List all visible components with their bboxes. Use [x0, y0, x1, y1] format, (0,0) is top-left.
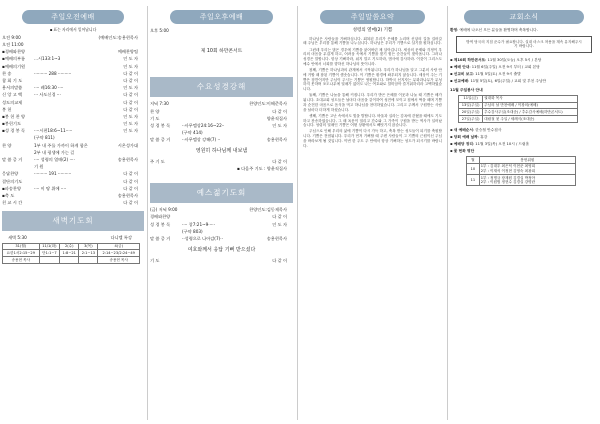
morning-order-row — [2, 157, 144, 164]
friday-order-row — [150, 207, 293, 214]
order-item-label: 찬 양 — [150, 108, 160, 114]
order-item-label — [150, 229, 182, 236]
order-item-leader: 다 같 이 — [123, 185, 138, 191]
morning-order-row — [2, 64, 144, 71]
order-item-leader: 다 같 이 — [123, 178, 138, 184]
column-divider — [147, 6, 148, 420]
wednesday-order-row — [150, 109, 293, 116]
order-item-detail: (구약 811) — [34, 135, 55, 141]
order-item-detail — [34, 49, 86, 56]
morning-order-row — [2, 164, 144, 171]
order-item-label: 참 회 기 도 — [2, 77, 23, 83]
order-item-detail — [182, 101, 235, 108]
order-item-label: 오전 9:00 — [2, 34, 21, 40]
serve-row — [459, 109, 578, 116]
news-label: ▪ 예배 안내 — [450, 65, 470, 69]
misc-news-item — [450, 128, 598, 133]
order-item-detail: ··· 사도신경 ··· — [34, 92, 61, 98]
sermon-paragraph: 첫째, 기쁨은 하나님과의 관계에서 시작됩니다. 우리가 하나님을 알고 그분의 사랑 안에 거할 때 참된 기쁨이 샘솟습니다. 이 기쁨은 환경에 좌우되지 않습니다. 세상이 주는 기쁨은 잠깐이지만 주님이 주시는 기쁨은 영원합니다. 하박국 선지자는 무화과나무가 무성하지 못하며 포도나무에 열매가 없어도 나는 여호와로 말미암아 즐거워하리라 고백하였습니다. — [303, 68, 442, 92]
order-item-detail: ··사무엘상24:16~22·· — [182, 122, 225, 128]
order-item-detail — [182, 166, 235, 173]
flower-header-cell: 봉헌위원 — [479, 156, 575, 163]
order-item-detail — [34, 107, 86, 114]
order-item-detail — [34, 100, 86, 107]
order-item-leader: 인 도 자 — [123, 63, 138, 69]
order-item-detail: ··성령으로 나아감(7)·· — [182, 235, 223, 241]
dawn-table-passage-cell: 1:8~21 — [60, 250, 79, 257]
order-item-leader: 인 도 자 — [123, 56, 138, 62]
morning-order-row — [2, 143, 144, 150]
order-item-leader: 인 도 자 — [123, 85, 138, 91]
order-item-detail: ··사무엘상 강해(7) ·· — [182, 137, 221, 143]
order-item-leader: 송용현목사 — [266, 235, 287, 241]
misc-news-item — [450, 135, 598, 140]
order-item-detail — [34, 200, 86, 207]
order-item-leader: 인 도 자 — [123, 128, 138, 134]
dawn-table-leader-cell — [79, 257, 98, 264]
order-item-detail — [34, 64, 86, 71]
flower-month: 11 — [467, 175, 480, 186]
welcome-label: 환영 — [450, 28, 458, 32]
column-divider — [297, 6, 298, 420]
order-item-detail — [34, 179, 86, 186]
order-item-leader: 다 같 이 — [123, 70, 138, 76]
order-item-detail — [182, 109, 235, 116]
stand-note: ▪ 표는 자리에서 일어납니다 — [49, 27, 97, 32]
order-item-leader: 송용현목사 — [266, 137, 287, 143]
morning-order-row — [2, 150, 144, 157]
flower-row — [467, 163, 576, 174]
order-item-label: ▪예배의기원 — [2, 63, 26, 69]
morning-order-row — [2, 35, 144, 42]
order-item-detail — [34, 193, 86, 200]
morning-order-row — [2, 92, 144, 99]
order-item-label — [2, 150, 34, 157]
dawn-table-leader-cell: 송용현 목사 — [3, 257, 40, 264]
friday-order-row — [150, 222, 293, 229]
serve-row — [459, 95, 578, 102]
dawn-prayer-header: 새벽기도회 — [2, 211, 144, 231]
serve-title: 11월 주일봉사 안내 — [450, 87, 483, 92]
wednesday-order-row — [150, 130, 293, 137]
order-item-leader: 송용현목사 — [117, 192, 138, 198]
serve-detail: 대림절 첫 주일 / 세례식(조대준) — [483, 116, 578, 123]
morning-order-row — [2, 49, 144, 56]
order-item-detail — [182, 159, 235, 166]
morning-order-row — [2, 85, 144, 92]
order-item-label: 신 앙 고 백 — [2, 92, 23, 98]
morning-order-row — [2, 56, 144, 63]
dawn-schedule-table — [2, 243, 140, 264]
friday-sermon-title: 여호와께서 응답 기뻐 받으셨다 — [187, 247, 256, 254]
column-divider — [447, 6, 448, 420]
sermon-paragraph: 셋째, 기쁨은 고난 속에서도 빛을 발합니다. 바울과 실라는 감옥에 갇혔을 때에도 기도하고 찬송하였습니다. 그 때 옥문이 열리고 간수와 그 가족이 구원을 받는 역사가 일어났습니다. 성령의 열매인 기쁨은 어떤 상황에서도 빼앗기지 않습니다. — [303, 113, 442, 128]
order-item-detail — [182, 116, 235, 123]
wednesday-order-row — [150, 166, 293, 173]
wednesday-order-row — [150, 137, 293, 144]
order-item-detail: ·········· 288 ·········· — [34, 70, 72, 76]
dawn-table-passage-cell: 2:1~13 — [79, 250, 98, 257]
morning-order-row — [2, 200, 144, 207]
order-item-leader — [86, 150, 144, 157]
order-item-label: 저녁 7:30 — [150, 101, 169, 107]
dawn-table-header-cell: 31(월) — [3, 243, 40, 250]
order-item-detail: 2부 내 평생에 가는 길 — [34, 149, 75, 155]
church-news-header: 교회소식 — [464, 10, 584, 24]
wednesday-order-row — [150, 159, 293, 166]
order-item-label: ▪파송찬양 — [2, 185, 22, 191]
flower-members: 1부 : 정명규 장재원 김경실 박정아 2부 : 이원범 정현수 김경실 강명란 — [479, 175, 575, 186]
afternoon-service-header: 주일오후예배 — [170, 10, 273, 24]
dawn-note: 다니엘 특강 — [110, 235, 132, 241]
sermon-title: 성령의 열매(2) 기쁨 — [352, 28, 393, 33]
serve-date: 27일(주일) — [459, 116, 483, 123]
morning-order-list — [2, 35, 144, 208]
order-item-leader: 인 도 자 — [272, 122, 287, 128]
order-item-label: 말 씀 증 거 — [150, 137, 171, 143]
order-item-leader: 인 도 자 — [272, 221, 287, 227]
serve-detail: 추수감사주일(조대준) / 추수감사예배(하만콘서트) — [483, 109, 578, 116]
serve-date: 20일(주일) — [459, 109, 483, 116]
sermon-paragraph: 하나님은 사람들을 기뻐하십니다. 회복된 우리가 은혜를 누리며 신앙의 길을 걸어갈 때 주님은 우리를 통해 기쁨을 나누십니다. 하나님은 우리가 기쁨으로 살기를 원하십니다. — [303, 36, 442, 46]
order-item-label: ▪봉 헌 찬 양 — [2, 113, 26, 119]
wednesday-sermon-title: 영원히 하나님께 내보냄 — [195, 148, 248, 155]
order-item-leader — [86, 135, 144, 142]
order-item-leader: 다 같 이 — [272, 108, 287, 114]
afternoon-service-column — [150, 0, 293, 265]
order-item-detail: ····시편18:6~11····· — [34, 128, 73, 134]
order-item-label: ▪성 경 봉 독 — [2, 128, 26, 134]
morning-order-row — [2, 128, 144, 135]
morning-order-row — [2, 186, 144, 193]
order-item-label: 기 도 — [150, 115, 160, 121]
morning-order-row — [2, 42, 144, 49]
order-item-label: 찬 송 — [2, 70, 12, 76]
serve-row — [459, 116, 578, 123]
flower-title: ▪ 꽃 헌화 명단 — [450, 148, 475, 153]
order-item-detail: 1부 내 주를 가까이 하게 함은 — [34, 142, 88, 148]
order-item-leader: 다 같 이 — [123, 77, 138, 83]
order-item-label — [2, 135, 34, 142]
welcome-text: : 예배에 나오신 모든 분들을 환영하며 축복합니다. — [457, 28, 538, 32]
order-item-leader: 시온성가대 — [117, 142, 138, 148]
order-item-leader: 양윤직집사 — [266, 115, 287, 121]
dawn-table-leader-cell — [60, 257, 79, 264]
news-label: ▪ 새 예배순서 — [450, 127, 473, 132]
morning-order-row — [2, 71, 144, 78]
afternoon-time — [150, 28, 293, 35]
news-label: ▪ 예배당 정리 — [450, 141, 473, 146]
friday-order-row — [150, 236, 293, 243]
wednesday-order-list — [150, 101, 293, 144]
order-item-label: 친 교 시 간 — [2, 200, 23, 206]
morning-service-column — [2, 0, 144, 264]
sermon-body — [300, 37, 445, 149]
order-item-leader: 예배찬양팀 — [117, 49, 138, 55]
morning-order-row — [2, 179, 144, 186]
misc-news-item — [450, 142, 598, 147]
dawn-table-header-cell: 2(수) — [60, 243, 79, 250]
misc-news-list — [450, 128, 598, 147]
order-item-label: ▪경배와찬양 — [2, 49, 26, 55]
news-item — [450, 79, 598, 84]
news-item — [450, 58, 598, 63]
order-item-label — [150, 166, 182, 173]
order-item-detail — [34, 121, 86, 128]
order-item-leader: (예배인도:송용현목사 — [98, 34, 138, 40]
serve-detail: 권대화 목사 — [483, 95, 578, 102]
morning-order-row — [2, 107, 144, 114]
order-item-leader: 송용현목사 — [117, 157, 138, 163]
morning-order-row — [2, 78, 144, 85]
order-item-detail — [182, 207, 235, 214]
order-item-label: ▪봉헌기도 — [2, 121, 22, 127]
flower-members: 1부 : 김대우 최은덕 이현준 최영희 2부 : 이재석 이정현 김영숙 최광희 — [479, 163, 575, 174]
serve-date: 11일(금) — [459, 95, 483, 102]
order-item-leader — [235, 130, 294, 137]
order-item-leader: 다 같 이 — [123, 99, 138, 105]
order-item-detail: ·········· 191 ·········· — [34, 171, 72, 177]
serve-table — [458, 95, 578, 123]
order-item-label: 용서의말씀 — [2, 85, 23, 91]
flower-header-cell: 월 — [467, 156, 480, 163]
news-label: ▪ 제10회 하만콘서트 — [450, 58, 486, 62]
news-list — [450, 58, 598, 84]
order-item-label: 봉 헌 — [2, 106, 12, 112]
order-item-leader: 인 도 자 — [123, 113, 138, 119]
friday-order-list — [150, 207, 293, 243]
order-item-label: 오전 11:00 — [2, 42, 24, 48]
order-item-leader — [86, 42, 144, 49]
order-item-detail: (구약 803) — [182, 228, 203, 234]
order-item-label: 성 경 봉 독 — [150, 221, 171, 227]
order-item-leader: 다 같 이 — [123, 92, 138, 98]
order-item-leader: ▪ 다음주 기도 : 양윤직집사 — [236, 166, 287, 172]
order-item-detail: (구약 414) — [182, 130, 203, 136]
friday-order-row — [150, 258, 293, 265]
news-label: ▪ 선교비 보고 — [450, 72, 473, 76]
order-item-detail — [34, 78, 86, 85]
sermon-paragraph: 주님으로 인해 우리의 삶에 기쁨이 다시 가득 하고, 축복 받는 성도들이 되기를 축원합니다. 기쁨은 전염됩니다. 우리가 먼저 기뻐할 때 주변 사람들이 그 기쁨의 근원이신 주님을 바라보게 될 것입니다. 이번 한 주도 주 안에서 항상 기뻐하는 성도가 되시기를 바랍니다. — [303, 129, 442, 148]
serve-date: 13일(주일) — [459, 102, 483, 109]
order-item-label: 성도의교제 — [2, 99, 23, 105]
order-item-label: 응답찬양 — [2, 171, 19, 177]
serve-row — [459, 102, 578, 109]
news-text: : 11월 6일(주일) 오전 9시 부터 / 교회 본당 — [469, 65, 540, 69]
order-item-label — [150, 130, 182, 137]
morning-service-header: 주일오전예배 — [22, 10, 124, 24]
order-item-leader — [235, 229, 294, 236]
order-item-label — [2, 164, 34, 171]
dawn-table-leader-cell — [39, 257, 60, 264]
afternoon-time-text: 오후 5:00 — [150, 28, 169, 33]
afternoon-event: 제 10회 하만콘서트 — [200, 49, 243, 55]
church-news-column — [450, 0, 598, 186]
order-item-detail — [34, 42, 86, 49]
order-item-leader: 다 같 이 — [123, 171, 138, 177]
welcome-box: 방역 당국의 지침 준수가 필요합니다. 실내 마스크 착용을 계속 유지해주시기 바랍니다. — [456, 36, 592, 53]
news-label: ▪ 선교예배 — [450, 79, 469, 83]
order-item-detail — [34, 114, 86, 121]
friday-order-list-2 — [150, 258, 293, 265]
friday-order-row — [150, 229, 293, 236]
order-item-leader: 다 같 이 — [272, 158, 287, 164]
order-item-label: 기 도 — [150, 257, 160, 263]
order-item-leader: 다 같 이 — [123, 200, 138, 206]
wednesday-order-row — [150, 116, 293, 123]
order-item-leader: 다 같 이 — [272, 214, 287, 220]
morning-order-row — [2, 121, 144, 128]
dawn-table-passage-cell: 2:14~23/2:24~49 — [98, 250, 140, 257]
order-item-label: ▪축 도 — [2, 192, 15, 198]
order-item-detail: ···· 성령의 열매(2) ···· — [34, 157, 75, 163]
flower-table — [466, 156, 576, 187]
dawn-table-header-cell: 11/1(화) — [39, 243, 60, 250]
friday-prayer-header: 예스젊기도회 — [150, 183, 293, 203]
news-text: : 11월 5일(토) 오전 9시 출발 — [472, 72, 521, 76]
morning-order-row — [2, 114, 144, 121]
sermon-summary-header: 주일말씀요약 — [320, 10, 425, 24]
welcome-line — [450, 28, 598, 33]
order-item-leader: 인 도 자 — [123, 121, 138, 127]
news-text: : 11월 30일(오늘) 오후 5시 / 본당 — [485, 58, 542, 62]
order-item-detail: ...시133:1~3 — [34, 56, 61, 62]
order-item-detail — [182, 258, 235, 265]
order-item-label: 경배와찬양 — [150, 214, 171, 220]
order-item-leader: 찬양인도:이해준목사 — [249, 101, 287, 107]
order-item-label: ▪예배의부름 — [2, 56, 26, 62]
order-item-detail — [34, 35, 86, 42]
wednesday-order-row — [150, 101, 293, 108]
morning-order-row — [2, 193, 144, 200]
order-item-label: 찬 양 — [2, 142, 12, 148]
order-item-label: 말 씀 증 거 — [150, 235, 171, 241]
sermon-summary-column — [300, 0, 445, 150]
dawn-info — [2, 235, 144, 242]
order-item-leader: 다 같 이 — [272, 257, 287, 263]
wednesday-order-list-2 — [150, 159, 293, 173]
order-item-label: (금) 저녁 9:00 — [150, 207, 178, 213]
dawn-time: 새벽 5:30 — [8, 235, 27, 241]
friday-order-row — [150, 214, 293, 221]
flower-month: 10 — [467, 163, 480, 174]
news-text: : 11월 3일(목) 오전 10시 / 드림홀 — [472, 141, 530, 146]
order-item-label: 주 기 도 — [150, 158, 165, 164]
wednesday-order-row — [150, 123, 293, 130]
dawn-table-header-cell: 3(목) — [79, 243, 98, 250]
wednesday-header: 수요성경강해 — [150, 77, 293, 97]
news-label: ▪ 당회 예배 날짜 — [450, 134, 478, 139]
order-item-detail: ···· 이 땅 위에 ···· — [34, 185, 67, 191]
morning-order-row — [2, 171, 144, 178]
morning-order-row — [2, 100, 144, 107]
dawn-table-leader-cell: 송용현 목사 — [98, 257, 140, 264]
dawn-table-passage-cell: 요한1서2:15~29 — [3, 250, 40, 257]
order-item-label: 말 씀 증 거 — [2, 157, 23, 163]
flower-row — [467, 175, 576, 186]
news-text: : 한승철 안수집사 — [472, 127, 502, 132]
order-item-detail: ···· 창7:21~9····· — [182, 221, 215, 227]
sermon-paragraph: 그런데 우리는 많은 경우에 기쁨을 잃어버린 채 살아갑니다. 세상의 문제와 걱정이 우리의 마음을 무겁게 하고, 어려움 속에서 기쁨을 찾기 힘든 순간들이 찾아옵니다. 그러나 성경은 말합니다. 항상 기뻐하라, 쉬지 말고 기도하라, 범사에 감사하라. 이것이 그리스도 예수 안에서 너희를 향하신 하나님의 뜻이니라. — [303, 47, 442, 66]
order-item-detail: 기 원 — [34, 164, 44, 170]
dawn-table-passage-cell: 단1:1~7 — [39, 250, 60, 257]
order-item-detail: ···· 레16:30 ···· — [34, 85, 64, 91]
morning-order-row — [2, 135, 144, 142]
news-text: : 11월 5일(토), 6일(주일) / 교회 및 부천 주님안 — [468, 79, 547, 83]
order-item-leader — [86, 164, 144, 171]
news-text: : 휴강 — [477, 134, 488, 139]
news-item — [450, 72, 598, 77]
order-item-leader: 찬양인도:김동제목사 — [249, 207, 287, 213]
serve-detail: 주님의 날 만찬예배 / 이창의(예배) — [483, 102, 578, 109]
news-item — [450, 65, 598, 70]
sermon-paragraph: 둘째, 기쁨은 나눔을 통해 커집니다. 우리가 받은 은혜를 이웃과 나눌 때 기쁨은 배가 됩니다. 초대교회 성도들은 날마다 마음을 같이하여 성전에 모이고 집에서 떡을 떼며 기쁨과 순전한 마음으로 음식을 먹고 하나님을 찬미하였습니다. 그리고 주께서 구원받는 사람을 날마다 더하게 하셨습니다. — [303, 93, 442, 112]
order-item-detail — [182, 214, 235, 221]
dawn-table-header-cell: 4(금) — [98, 243, 140, 250]
order-item-label: 성 경 봉 독 — [150, 122, 171, 128]
order-item-leader: 다 같 이 — [123, 106, 138, 112]
order-item-label: 결단의기도 — [2, 178, 23, 184]
